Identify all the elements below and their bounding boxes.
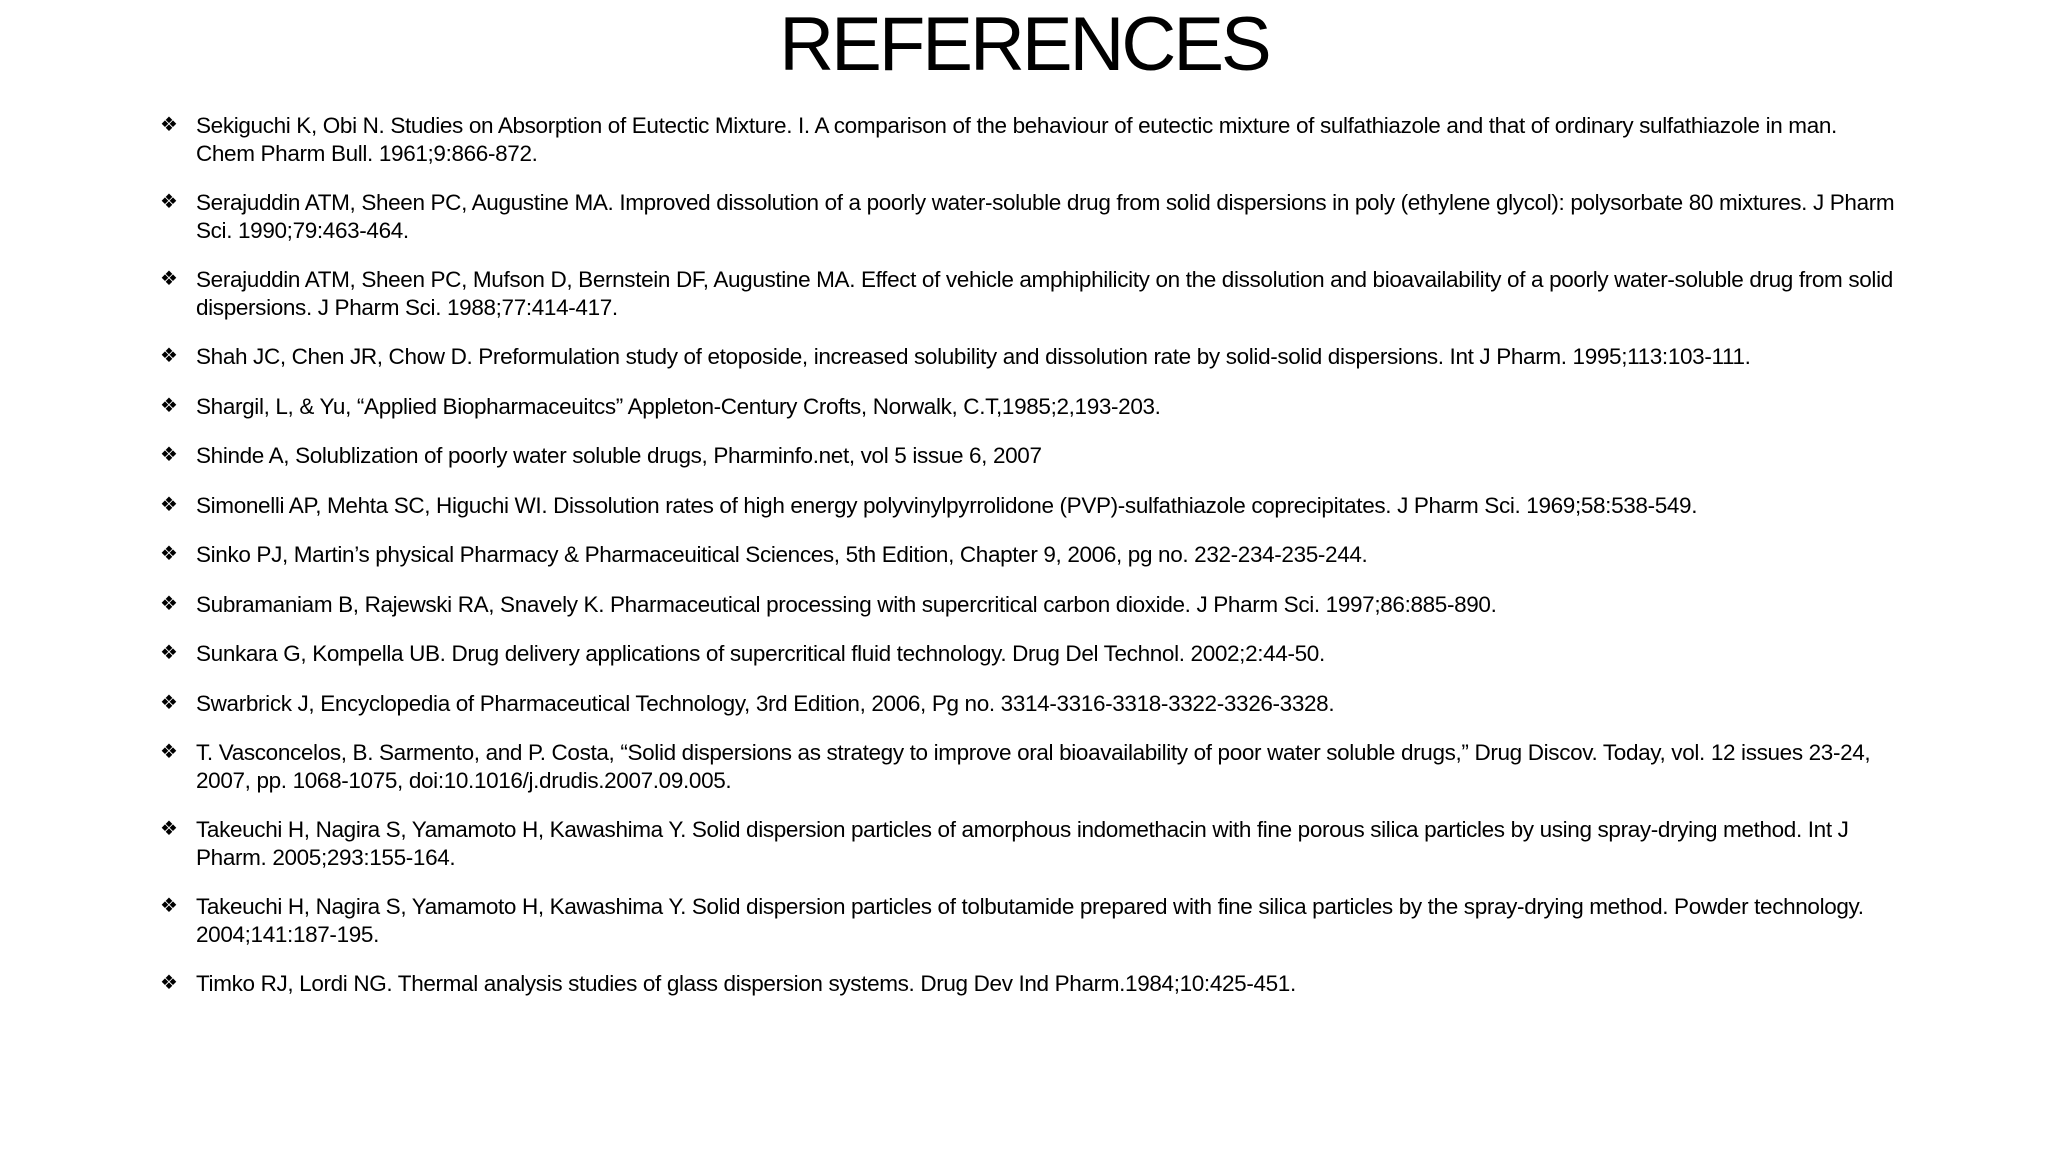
reference-item xyxy=(160,640,1900,668)
reference-text: Subramaniam B, Rajewski RA, Snavely K. Pharmaceutical processing with supercritical carbon dioxide. J Pharm Sci. 1997;86:885-890. xyxy=(196,591,1497,617)
diamond-bullet-icon: ❖ xyxy=(160,394,178,417)
reference-text: Sunkara G, Kompella UB. Drug delivery applications of supercritical fluid technology. Drug Del Technol. 2002;2:44-50. xyxy=(196,641,1325,666)
reference-text: Simonelli AP, Mehta SC, Higuchi WI. Dissolution rates of high energy polyvinylpyrrolidone (PVP)-sulfathiazole coprecipitates. J Pharm Sci. 1969;58:538-549. xyxy=(196,492,1698,518)
reference-text: Serajuddin ATM, Sheen PC, Mufson D, Bernstein DF, Augustine MA. Effect of vehicle amphiphilicity on the dissolution and bioavailability of a poorly water-soluble drug from solid dispersions. J Pharm Sci. 1988;77:414-417. xyxy=(196,267,1893,320)
reference-list xyxy=(160,112,1900,1020)
reference-item xyxy=(160,816,1900,871)
diamond-bullet-icon: ❖ xyxy=(160,741,178,763)
reference-item xyxy=(160,189,1900,244)
diamond-bullet-icon: ❖ xyxy=(160,592,178,615)
reference-item xyxy=(160,112,1900,167)
reference-item xyxy=(160,690,1900,718)
diamond-bullet-icon: ❖ xyxy=(160,691,178,714)
reference-item xyxy=(160,343,1900,371)
diamond-bullet-icon: ❖ xyxy=(160,895,178,917)
diamond-bullet-icon: ❖ xyxy=(160,345,178,367)
reference-item xyxy=(160,970,1900,998)
reference-text: Serajuddin ATM, Sheen PC, Augustine MA. Improved dissolution of a poorly water-soluble drug from solid dispersions in poly (ethylene glycol): polysorbate 80 mixtures. J Pharm Sci. 1990;79:463-464. xyxy=(196,190,1895,243)
diamond-bullet-icon: ❖ xyxy=(160,493,178,516)
diamond-bullet-icon: ❖ xyxy=(160,543,178,565)
reference-text: Shah JC, Chen JR, Chow D. Preformulation study of etoposide, increased solubility and dissolution rate by solid-solid dispersions. Int J Pharm. 1995;113:103-111. xyxy=(196,344,1751,369)
diamond-bullet-icon: ❖ xyxy=(160,444,178,466)
reference-item xyxy=(160,541,1900,569)
diamond-bullet-icon: ❖ xyxy=(160,972,178,994)
reference-item xyxy=(160,893,1900,948)
reference-item xyxy=(160,591,1900,619)
reference-text: Sekiguchi K, Obi N. Studies on Absorption of Eutectic Mixture. I. A comparison of the behaviour of eutectic mixture of sulfathiazole and that of ordinary sulfathiazole in man. Chem Pharm Bull. 1961;9:866-872. xyxy=(196,113,1837,166)
reference-text: Shinde A, Solublization of poorly water soluble drugs, Pharminfo.net, vol 5 issue 6, 2007 xyxy=(196,443,1042,468)
reference-item xyxy=(160,266,1900,321)
diamond-bullet-icon: ❖ xyxy=(160,642,178,664)
reference-text: Takeuchi H, Nagira S, Yamamoto H, Kawashima Y. Solid dispersion particles of tolbutamide prepared with fine silica particles by the spray-drying method. Powder technology. 2004;141:187-195. xyxy=(196,894,1864,947)
diamond-bullet-icon: ❖ xyxy=(160,818,178,840)
reference-text: Swarbrick J, Encyclopedia of Pharmaceutical Technology, 3rd Edition, 2006, Pg no. 3314-3316-3318-3322-3326-3328. xyxy=(196,690,1335,716)
reference-text: Takeuchi H, Nagira S, Yamamoto H, Kawashima Y. Solid dispersion particles of amorphous indomethacin with fine porous silica particles by using spray-drying method. Int J Pharm. 2005;293:155-164. xyxy=(196,817,1849,870)
reference-text: Sinko PJ, Martin’s physical Pharmacy & Pharmaceuitical Sciences, 5th Edition, Chapter 9, 2006, pg no. 232-234-235-244. xyxy=(196,542,1368,567)
reference-text: Shargil, L, & Yu, “Applied Biopharmaceuitcs” Appleton-Century Crofts, Norwalk, C.T,1985;2,193-203. xyxy=(196,393,1161,419)
diamond-bullet-icon: ❖ xyxy=(160,114,178,136)
reference-text: Timko RJ, Lordi NG. Thermal analysis studies of glass dispersion systems. Drug Dev Ind Pharm.1984;10:425-451. xyxy=(196,971,1296,996)
reference-item xyxy=(160,393,1900,421)
diamond-bullet-icon: ❖ xyxy=(160,191,178,213)
page-title: REFERENCES xyxy=(779,2,1269,87)
reference-item xyxy=(160,492,1900,520)
diamond-bullet-icon: ❖ xyxy=(160,268,178,290)
reference-text: T. Vasconcelos, B. Sarmento, and P. Costa, “Solid dispersions as strategy to improve oral bioavailability of poor water soluble drugs,” Drug Discov. Today, vol. 12 issues 23-24, 2007, pp. 1068-1075, doi:10.1016/j.drudis.2007.09.005. xyxy=(196,740,1871,793)
reference-item xyxy=(160,442,1900,470)
reference-item xyxy=(160,739,1900,794)
